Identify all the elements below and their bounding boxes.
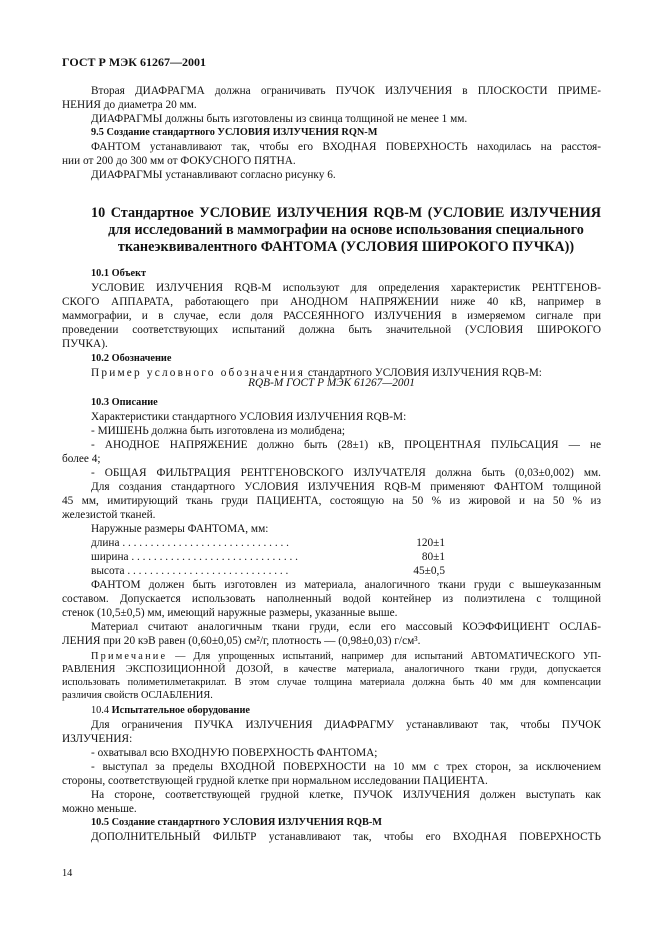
note-line (91, 650, 601, 663)
dimension-value: 80±1 (421, 551, 445, 563)
text-line: стороны, соответствующей грудной клетке при нормальном исследовании ПАЦИЕНТА. (62, 775, 488, 787)
text-line: маммографии, и в случае, если доля РАССЕЯННОГО ИЗЛУЧЕНИЯ в измеряемом сигнале при (62, 310, 601, 322)
text-line: ДОПОЛНИТЕЛЬНЫЙ ФИЛЬТР устанавливают так, чтобы его ВХОДНАЯ ПОВЕРХНОСТЬ (91, 831, 601, 843)
subsection-heading-10-4 (91, 704, 250, 718)
list-item: - МИШЕНЬ должна быть изготовлена из молибдена; (91, 425, 345, 437)
section-heading-10-line2: для исследований в маммографии на основе использования специального (108, 222, 584, 238)
text-line: железистой тканей. (62, 509, 156, 521)
example-text: стандартного УСЛОВИЯ ИЗЛУЧЕНИЯ RQB-M: (307, 367, 542, 379)
designation-example: RQB-M ГОСТ Р МЭК 61267—2001 (248, 377, 415, 389)
page-number: 14 (62, 868, 73, 879)
subsection-heading-10-3: 10.3 Описание (91, 397, 158, 408)
section-heading-10-line3: тканеэквивалентного ФАНТОМА (УСЛОВИЯ ШИРОКОГО ПУЧКА)) (117, 239, 575, 255)
dimension-name: высота (91, 565, 125, 577)
text-line: составом. Допускается использовать наполненный водой контейнер из полиэтилена с толщиной (62, 593, 601, 605)
text-line: можно меньше. (62, 803, 137, 815)
text-line: Вторая ДИАФРАГМА должна ограничивать ПУЧОК ИЗЛУЧЕНИЯ в ПЛОСКОСТИ ПРИМЕ- (91, 85, 601, 97)
list-item: - АНОДНОЕ НАПРЯЖЕНИЕ должно быть (28±1) кВ, ПРОЦЕНТНАЯ ПУЛЬСАЦИЯ — не (91, 439, 601, 451)
text-line: нии от 200 до 300 мм от ФОКУСНОГО ПЯТНА. (62, 155, 296, 167)
dimension-row: высота . . . . . . . . . . . . . . . . . . . . . . . . . . . . . (91, 565, 289, 577)
dimension-row: длина . . . . . . . . . . . . . . . . . . . . . . . . . . . . . . (91, 537, 289, 549)
text-line: СКОГО АППАРАТА, работающего при АНОДНОМ НАПРЯЖЕНИИ ниже 40 кВ, например в (62, 296, 601, 308)
subsection-heading-10-2: 10.2 Обозначение (91, 353, 172, 364)
section-heading-10-line1: 10 Стандартное УСЛОВИЕ ИЗЛУЧЕНИЯ RQB-M (УСЛОВИЕ ИЗЛУЧЕНИЯ (91, 205, 601, 221)
list-item: - выступал за пределы ВХОДНОЙ ПОВЕРХНОСТИ на 10 мм с трех сторон, за исключением (91, 761, 601, 773)
text-line: Наружные размеры ФАНТОМА, мм: (91, 523, 269, 535)
text-line: Для ограничения ПУЧКА ИЗЛУЧЕНИЯ ДИАФРАГМУ устанавливают так, чтобы ПУЧОК (91, 719, 601, 731)
subsection-number: 10.4 (91, 705, 110, 716)
dimension-name: длина (91, 537, 120, 549)
text-line: ФАНТОМ устанавливают так, чтобы его ВХОДНАЯ ПОВЕРХНОСТЬ находилась на расстоя- (91, 141, 601, 153)
text-line: ИЗЛУЧЕНИЯ: (62, 733, 133, 745)
text-line: Материал считают аналогичным ткани груди, если его массовый КОЭФФИЦИЕНТ ОСЛАБ- (91, 621, 601, 633)
note-text: — Для упрощенных испытаний, например для испытаний АВТОМАТИЧЕСКОГО УП- (175, 651, 601, 662)
text-line: НЕНИЯ до диаметра 20 мм. (62, 99, 197, 111)
list-item: - ОБЩАЯ ФИЛЬТРАЦИЯ РЕНТГЕНОВСКОГО ИЗЛУЧАТЕЛЯ должна быть (0,03±0,002) мм. (91, 467, 601, 479)
note-line: использовать полиметилметакрилат. В этом случае толщина материала должна быть 40 мм для компенсации (62, 677, 601, 688)
text-line: ДИАФРАГМЫ устанавливают согласно рисунку 6. (91, 169, 336, 181)
text-line: ДИАФРАГМЫ должны быть изготовлены из свинца толщиной не менее 1 мм. (91, 113, 468, 125)
text-line: ЛЕНИЯ при 20 кэВ равен (0,60±0,05) см²/г, плотность — (0,98±0,03) г/см³. (62, 635, 421, 647)
text-line: ПУЧКА). (62, 338, 108, 350)
subsection-heading-9-5: 9.5 Создание стандартного УСЛОВИЯ ИЗЛУЧЕНИЯ RQN-M (91, 127, 378, 138)
text-line: более 4; (62, 453, 101, 465)
subsection-heading-10-5: 10.5 Создание стандартного УСЛОВИЯ ИЗЛУЧЕНИЯ RQB-M (91, 817, 383, 828)
text-line: ФАНТОМ должен быть изготовлен из материала, аналогичного ткани груди с вышеуказанным (91, 579, 601, 591)
text-line: Характеристики стандартного УСЛОВИЯ ИЗЛУЧЕНИЯ RQB-M: (91, 411, 407, 423)
list-item: - охватывал всю ВХОДНУЮ ПОВЕРХНОСТЬ ФАНТОМА; (91, 747, 378, 759)
text-line: Для создания стандартного УСЛОВИЯ ИЗЛУЧЕНИЯ RQB-M применяют ФАНТОМ толщиной (91, 481, 601, 493)
dimension-name: ширина (91, 551, 129, 563)
subsection-heading-10-1: 10.1 Объект (91, 268, 147, 279)
text-line: стенок (10,5±0,5) мм, имеющий наружные размеры, указанные выше. (62, 607, 398, 619)
note-line: различия свойств ОСЛАБЛЕНИЯ. (62, 690, 213, 701)
example-label: Пример условного обозначения (91, 367, 305, 379)
dimension-value: 45±0,5 (413, 565, 445, 577)
text-line: 45 мм, имитирующий ткань груди ПАЦИЕНТА, состоящую на 50 % из жировой и на 50 % из (62, 495, 601, 507)
text-line: На стороне, соответствующей грудной клетке, ПУЧОК ИЗЛУЧЕНИЯ должен выступать как (91, 789, 601, 801)
note-line: РАВЛЕНИЯ ЭКСПОЗИЦИОННОЙ ДОЗОЙ, в качестве материала, аналогичного ткани груди, допускается (62, 664, 601, 675)
dimension-value: 120±1 (416, 537, 445, 549)
dimension-row: ширина . . . . . . . . . . . . . . . . . . . . . . . . . . . . . . (91, 551, 298, 563)
subsection-title: Испытательное оборудование (111, 705, 250, 716)
text-line: проведении соответствующих испытаний должна быть значительной (УСЛОВИЯ ШИРОКОГО (62, 324, 601, 336)
text-line: УСЛОВИЕ ИЗЛУЧЕНИЯ RQB-M используют для определения характеристик РЕНТГЕНОВ- (91, 282, 601, 294)
standard-header: ГОСТ Р МЭК 61267—2001 (62, 55, 206, 69)
note-label: Примечание (91, 651, 168, 662)
